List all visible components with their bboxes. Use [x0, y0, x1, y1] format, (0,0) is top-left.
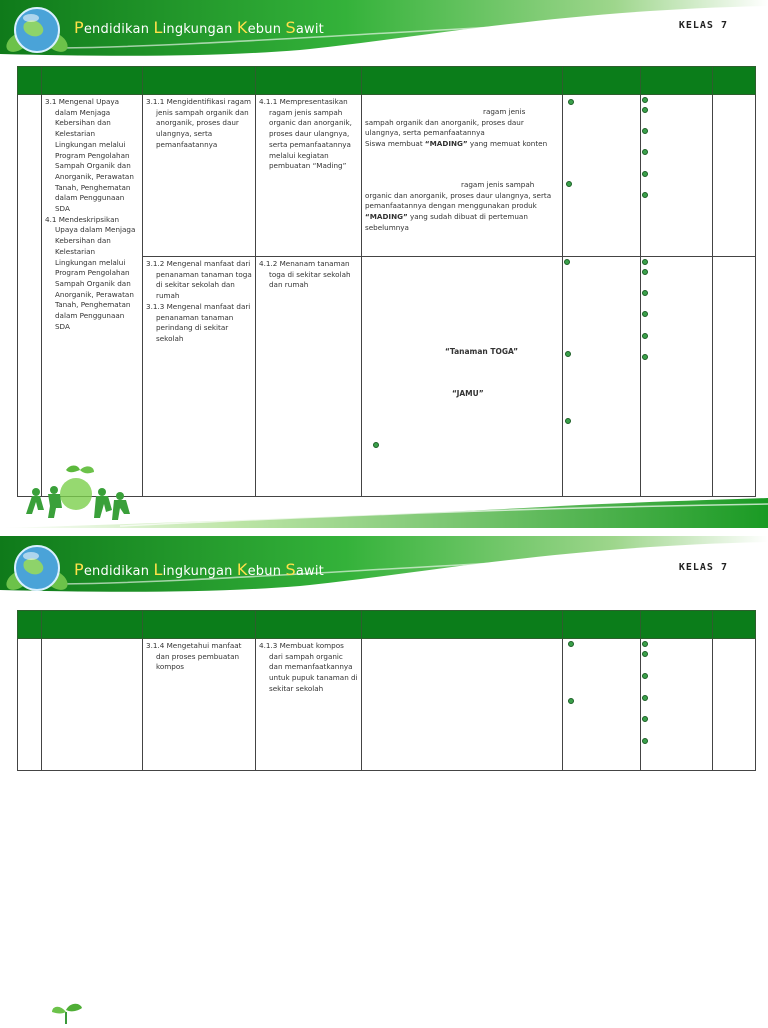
- kd-text: 4.1 Mendeskripsikan Upaya dalam Menjaga Kebersihan dan Kelestarian Lingkungan melalui Program Pengolahan Sampah Organik dan Anorganik, Perawatan Tanah, Penghematan dalam Penggunaan SDA: [45, 214, 136, 331]
- globe-leaf-logo: [4, 540, 72, 606]
- globe-leaf-logo: [4, 2, 72, 68]
- header-cell: [641, 611, 713, 639]
- header-cell: [362, 67, 563, 95]
- activity-cell: [362, 639, 563, 771]
- method-cell: [563, 95, 641, 257]
- table-header-row: [18, 611, 756, 639]
- header-cell: [143, 611, 256, 639]
- page-title: Pendidikan Lingkungan Kebun Sawit: [74, 560, 324, 579]
- number-cell: [18, 95, 42, 497]
- table-row: [18, 639, 756, 771]
- table-header-row: [18, 67, 756, 95]
- notes-cell: [713, 639, 756, 771]
- toga-label: “Tanaman TOGA”: [445, 347, 519, 356]
- bullet-dot-icon: [642, 269, 648, 275]
- assessment-cell: [641, 257, 713, 497]
- rpp-table: [17, 610, 756, 771]
- table-row: [18, 95, 756, 257]
- header-cell: [563, 611, 641, 639]
- bullet-dot-icon: [642, 290, 648, 296]
- header-cell: [713, 67, 756, 95]
- ipk-skill-cell: 4.1.2 Menanam tanaman toga di sekitar sekolah dan rumah: [256, 257, 362, 497]
- bullet-dot-icon: [642, 651, 648, 657]
- ipk-skill-cell: 4.1.1 Mempresentasikan ragam jenis sampah organic dan anorganik, proses daur ulangnya, serta pemanfaatannya melalui kegiatan pembuatan “Mading”: [256, 95, 362, 257]
- bullet-dot-icon: [565, 418, 571, 424]
- class-label: KELAS 7: [678, 562, 728, 573]
- header-cell: [641, 67, 713, 95]
- ipk-skill-cell: 4.1.3 Membuat kompos dari sampah organic dan memanfaatkannya untuk pupuk tanaman di sekitar sekolah: [256, 639, 362, 771]
- bullet-dot-icon: [642, 333, 648, 339]
- bullet-dot-icon: [642, 107, 648, 113]
- ipk-knowledge-cell: 3.1.4 Mengetahui manfaat dan proses pembuatan kompos: [143, 639, 256, 771]
- page-title: Pendidikan Lingkungan Kebun Sawit: [74, 18, 324, 37]
- bullet-dot-icon: [642, 695, 648, 701]
- notes-cell: [713, 257, 756, 497]
- number-cell: [18, 639, 42, 771]
- bullet-dot-icon: [565, 351, 571, 357]
- bullet-dot-icon: [642, 641, 648, 647]
- bullet-dot-icon: [642, 171, 648, 177]
- bullet-dot-icon: [568, 641, 574, 647]
- bullet-dot-icon: [642, 738, 648, 744]
- header-cell: [256, 67, 362, 95]
- header-cell: [563, 67, 641, 95]
- bullet-dot-icon: [642, 149, 648, 155]
- kd-cell: [42, 95, 143, 497]
- kids-silhouette-icon: [14, 462, 132, 528]
- ipk-knowledge-cell: 3.1.1 Mengidentifikasi ragam jenis sampah organik dan anorganik, proses daur ulangnya, serta pemanfaatannya: [143, 95, 256, 257]
- bullet-dot-icon: [568, 698, 574, 704]
- header-cell: [362, 611, 563, 639]
- bullet-dot-icon: [642, 259, 648, 265]
- header-cell: [42, 611, 143, 639]
- bullet-dot-icon: [568, 99, 574, 105]
- notes-cell: [713, 95, 756, 257]
- rpp-table: [17, 66, 756, 497]
- bullet-dot-icon: [642, 673, 648, 679]
- bullet-dot-icon: [642, 97, 648, 103]
- method-cell: [563, 257, 641, 497]
- header-cell: [713, 611, 756, 639]
- jamu-label: “JAMU”: [452, 388, 484, 398]
- bullet-dot-icon: [566, 181, 572, 187]
- kd-text: 3.1 Mengenal Upaya dalam Menjaga Kebersihan dan Kelestarian Lingkungan melalui Program Pengolahan Sampah Organik dan Anorganik, Perawatan Tanah, Penghematan dalam Penggunaan SDA: [45, 97, 134, 214]
- method-cell: [563, 639, 641, 771]
- page-2: [0, 528, 768, 1024]
- bullet-dot-icon: [642, 716, 648, 722]
- ipk-knowledge-cell: 3.1.2 Mengenal manfaat dari penanaman tanaman toga di sekitar sekolah dan rumah 3.1.3 Mengenal manfaat dari penanaman tanaman perindang di sekitar sekolah: [143, 257, 256, 497]
- activity-cell: ragam jenis sampah organik dan anorganik, proses daur ulangnya, serta pemanfaatannya Siswa membuat “MADING” yang memuat konten ragam jenis sampah organic dan anorganik, proses daur ulangnya, serta pemanfaatannya dengan menggunakan produk “MADING” yang sudah dibuat di pertemuan sebelumnya: [362, 95, 563, 257]
- bullet-dot-icon: [642, 354, 648, 360]
- bullet-dot-icon: [564, 259, 570, 265]
- bullet-dot-icon: [642, 311, 648, 317]
- header-cell: [42, 67, 143, 95]
- assessment-cell: [641, 639, 713, 771]
- header-cell: [18, 67, 42, 95]
- kd-cell: [42, 639, 143, 771]
- class-label: KELAS 7: [678, 20, 728, 31]
- bullet-dot-icon: [373, 442, 379, 448]
- header-cell: [256, 611, 362, 639]
- header-cell: [143, 67, 256, 95]
- header-cell: [18, 611, 42, 639]
- assessment-cell: [641, 95, 713, 257]
- bullet-dot-icon: [642, 128, 648, 134]
- activity-cell: [362, 257, 563, 497]
- bullet-dot-icon: [642, 192, 648, 198]
